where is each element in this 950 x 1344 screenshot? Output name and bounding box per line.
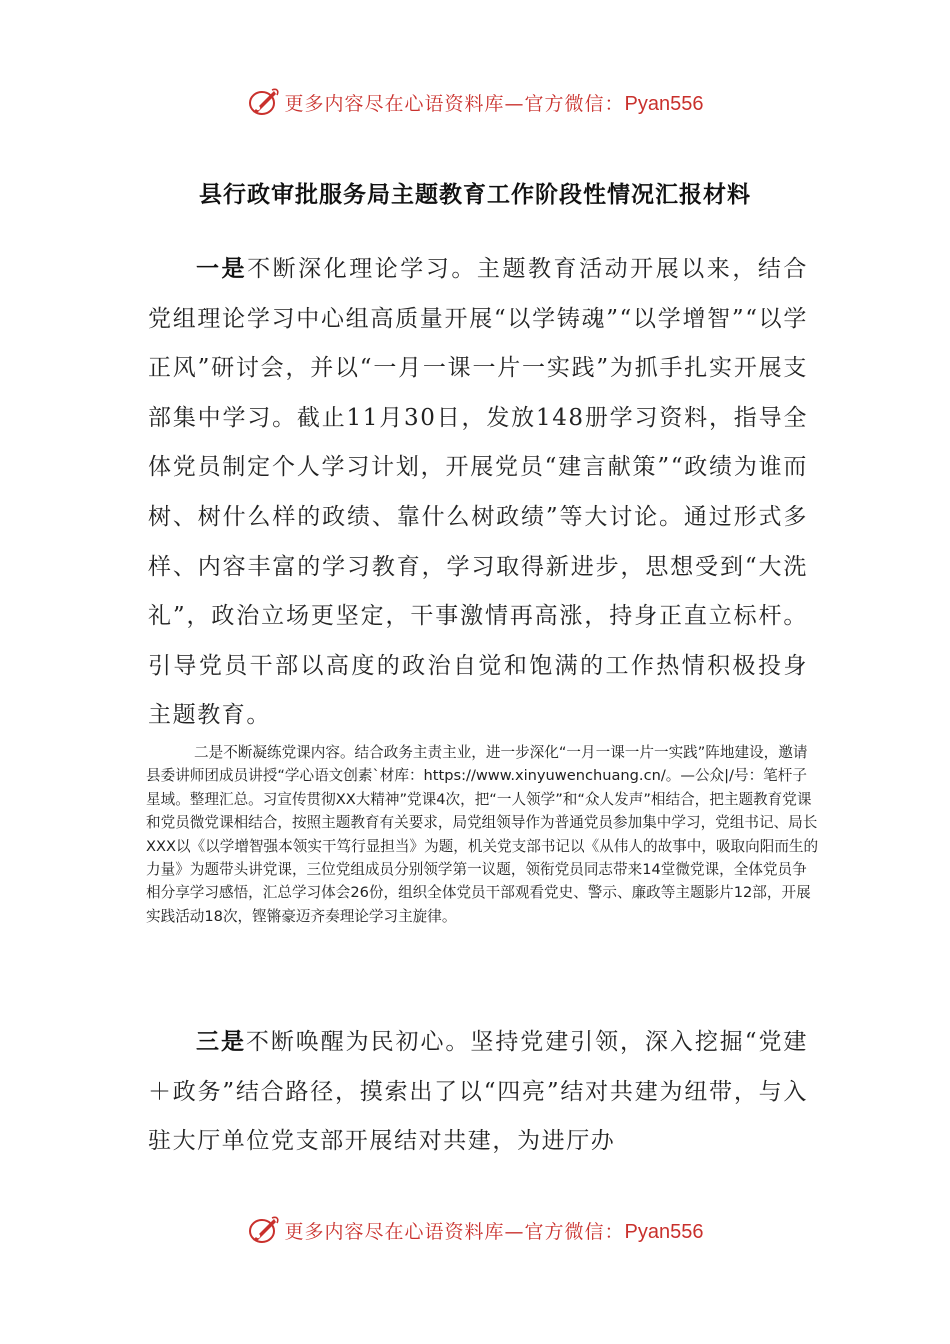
paragraph-1-body: 不断深化理论学习。主题教育活动开展以来，结合党组理论学习中心组高质量开展“以学铸魂”“以学增智”“以学正风”研讨会，并以“一月一课一片一实践”为抓手扎实开展支部集中学习。截止11月30日，发放148册学习资料，指导全体党员制定个人学习计划，开展党员“建言献策”“政绩为谁而树、树什么样的政绩、靠什么树政绩”等大讨论。通过形式多样、内容丰富的学习教育，学习取得新进步，思想受到“大洗礼”，政治立场更坚定，干事激情再高涨，持身正直立标杆。引导党员干部以高度的政治自觉和饱满的工作热情积极投身主题教育。	[148, 256, 808, 729]
banner-text	[285, 1217, 704, 1244]
quill-logo-icon	[247, 1213, 281, 1247]
header-banner	[0, 82, 950, 122]
paragraph-1	[148, 245, 808, 741]
banner-wechat-id: Pyan556	[624, 92, 704, 115]
quill-logo-icon	[247, 85, 281, 119]
paragraph-2	[146, 741, 820, 928]
paragraph-1-lead: 一是	[196, 256, 248, 282]
banner-text	[285, 89, 704, 116]
banner-wechat-id: Pyan556	[624, 1220, 704, 1243]
banner-main-text: 更多内容尽在心语资料库—官方微信：	[284, 1220, 625, 1243]
paragraph-3-body: 不断唤醒为民初心。坚持党建引领，深入挖掘“党建＋政务”结合路径，摸索出了以“四亮”结对共建为纽带，与入驻大厅单位党支部开展结对共建，为进厅办	[148, 1029, 808, 1155]
paragraph-3-lead: 三是	[196, 1029, 246, 1055]
paragraph-3	[148, 1018, 808, 1167]
banner-main-text: 更多内容尽在心语资料库—官方微信：	[284, 92, 625, 115]
document-title: 县行政审批服务局主题教育工作阶段性情况汇报材料	[199, 182, 751, 208]
paragraph-2-body: 二是不断凝练党课内容。结合政务主责主业，进一步深化“一月一课一片一实践”阵地建设，邀请县委讲师团成员讲授“学心语文创素`材库：https://www.xinyuwenchuang.cn/。—公众|/号：笔杆子星域。整理汇总。习宣传贯彻XX大精神”党课4次，把“一人领学”和“众人发声”相结合，把主题教育党课和党员微党课相结合，按照主题教育有关要求，局党组领导作为普通党员参加集中学习，党组书记、局长XXX以《以学增智强本领实干笃行显担当》为题，机关党支部书记以《从伟人的故事中，吸取向阳而生的力量》为题带头讲党课，三位党组成员分别领学第一议题，领衔党员同志带来14堂微党课，全体党员争相分享学习感悟，汇总学习体会26份，组织全体党员干部观看党史、警示、廉政等主题影片12部，开展实践活动18次，铿锵豪迈齐奏理论学习主旋律。	[146, 744, 819, 925]
footer-banner	[0, 1210, 950, 1250]
